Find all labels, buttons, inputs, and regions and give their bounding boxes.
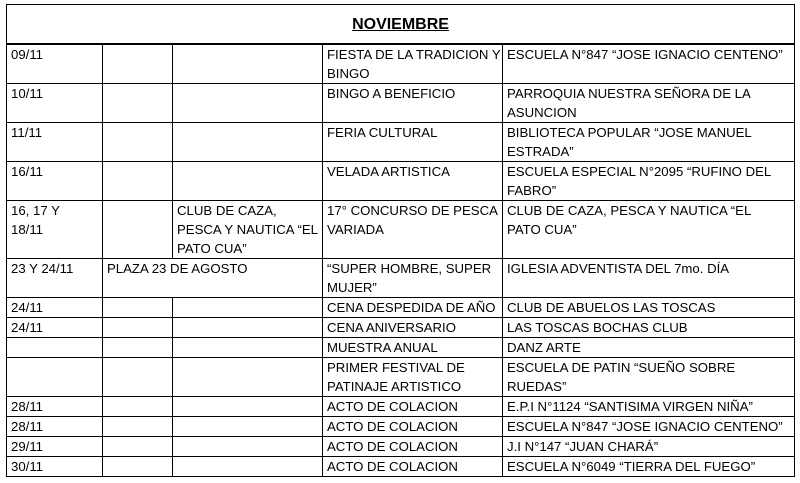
organizer-cell-line: ESCUELA ESPECIAL N°2095 “RUFINO DEL: [507, 164, 772, 179]
date-cell: 09/11: [7, 44, 103, 84]
organizer-cell-line: ESCUELA N°847 “JOSE IGNACIO CENTENO”: [507, 419, 783, 434]
place-cell-line: PESCA Y NAUTICA “EL: [177, 222, 318, 237]
empty-cell: [103, 201, 173, 259]
organizer-cell-line: E.P.I N°1124 “SANTISIMA VIRGEN NIÑA”: [507, 399, 753, 414]
event-cell-line: BINGO A BENEFICIO: [327, 86, 456, 101]
event-cell: [323, 397, 503, 417]
date-cell: 10/11: [7, 84, 103, 123]
table-row: [7, 259, 795, 298]
place-cell: [173, 318, 323, 338]
table-body: [7, 44, 795, 477]
organizer-cell-line: ASUNCION: [507, 105, 577, 120]
event-cell-line: CENA ANIVERSARIO: [327, 320, 456, 335]
date-cell: 29/11: [7, 437, 103, 457]
place-cell: [173, 84, 323, 123]
empty-cell: [103, 318, 173, 338]
table-row: [7, 298, 795, 318]
organizer-cell-line: RUEDAS”: [507, 379, 567, 394]
event-cell: [323, 338, 503, 358]
organizer-cell-line: ESCUELA N°847 “JOSE IGNACIO CENTENO”: [507, 47, 783, 62]
organizer-cell-line: ESTRADA”: [507, 144, 574, 159]
place-cell: [173, 201, 323, 259]
organizer-cell-line: CLUB DE CAZA, PESCA Y NAUTICA “EL: [507, 203, 752, 218]
page-title: NOVIEMBRE: [7, 5, 795, 45]
empty-cell: [103, 358, 173, 397]
organizer-cell: [503, 259, 795, 298]
place-cell: [173, 417, 323, 437]
empty-cell: [103, 162, 173, 201]
organizer-cell: [503, 123, 795, 162]
date-cell: 11/11: [7, 123, 103, 162]
date-cell-line: 16, 17 Y: [11, 203, 60, 218]
event-cell-line: 17° CONCURSO DE PESCA: [327, 203, 498, 218]
date-cell: 28/11: [7, 397, 103, 417]
event-cell-line: FIESTA DE LA TRADICION Y: [327, 47, 501, 62]
table-row: [7, 318, 795, 338]
place-cell: [173, 358, 323, 397]
date-cell: 23 Y 24/11: [7, 259, 103, 298]
event-cell: [323, 358, 503, 397]
event-cell-line: MUJER”: [327, 280, 377, 295]
organizer-cell-line: DANZ ARTE: [507, 340, 581, 355]
place-cell: [173, 44, 323, 84]
event-cell: [323, 44, 503, 84]
organizer-cell: [503, 162, 795, 201]
empty-cell: [103, 397, 173, 417]
organizer-cell-line: ESCUELA DE PATIN “SUEÑO SOBRE: [507, 360, 736, 375]
table-row: [7, 201, 795, 259]
organizer-cell-line: CLUB DE ABUELOS LAS TOSCAS: [507, 300, 716, 315]
table-row: [7, 437, 795, 457]
date-cell: [7, 201, 103, 259]
empty-cell: [103, 437, 173, 457]
event-cell: [323, 437, 503, 457]
event-cell-line: BINGO: [327, 66, 370, 81]
empty-cell: [103, 84, 173, 123]
event-cell-line: FERIA CULTURAL: [327, 125, 438, 140]
event-cell-line: MUESTRA ANUAL: [327, 340, 438, 355]
date-cell-line: 18/11: [11, 222, 44, 237]
table-row: [7, 457, 795, 477]
events-table: [6, 4, 795, 477]
date-cell: 24/11: [7, 298, 103, 318]
place-cell-line: PATO CUA”: [177, 241, 247, 256]
event-cell: [323, 84, 503, 123]
event-cell: [323, 318, 503, 338]
organizer-cell-line: PARROQUIA NUESTRA SEÑORA DE LA: [507, 86, 751, 101]
empty-cell: [103, 338, 173, 358]
place-cell: [173, 298, 323, 318]
table-row: [7, 397, 795, 417]
event-cell-line: ACTO DE COLACION: [327, 459, 458, 474]
date-cell: 28/11: [7, 417, 103, 437]
event-cell: [323, 123, 503, 162]
date-cell: 16/11: [7, 162, 103, 201]
empty-cell: [103, 123, 173, 162]
event-cell: [323, 457, 503, 477]
organizer-cell-line: PATO CUA”: [507, 222, 577, 237]
organizer-cell-line: IGLESIA ADVENTISTA DEL 7mo. DÍA: [507, 261, 730, 276]
event-cell-line: PATINAJE ARTISTICO: [327, 379, 462, 394]
organizer-cell: [503, 397, 795, 417]
organizer-cell: [503, 318, 795, 338]
empty-cell: [103, 417, 173, 437]
place-cell: PLAZA 23 DE AGOSTO: [103, 259, 323, 298]
organizer-cell-line: FABRO”: [507, 183, 557, 198]
table-row: [7, 84, 795, 123]
event-cell-line: “SUPER HOMBRE, SUPER: [327, 261, 492, 276]
table-row: [7, 417, 795, 437]
place-cell: [173, 457, 323, 477]
organizer-cell-line: BIBLIOTECA POPULAR “JOSE MANUEL: [507, 125, 752, 140]
event-cell: [323, 259, 503, 298]
organizer-cell: [503, 84, 795, 123]
place-cell-line: CLUB DE CAZA,: [177, 203, 277, 218]
organizer-cell-line: J.I N°147 “JUAN CHARÁ”: [507, 439, 659, 454]
organizer-cell: [503, 437, 795, 457]
event-cell: [323, 201, 503, 259]
event-cell-line: PRIMER FESTIVAL DE: [327, 360, 465, 375]
table-row: [7, 338, 795, 358]
event-cell-line: CENA DESPEDIDA DE AÑO: [327, 300, 496, 315]
place-cell: [173, 123, 323, 162]
organizer-cell-line: LAS TOSCAS BOCHAS CLUB: [507, 320, 688, 335]
organizer-cell: [503, 338, 795, 358]
event-cell: [323, 298, 503, 318]
organizer-cell: [503, 358, 795, 397]
event-cell: [323, 417, 503, 437]
event-cell: [323, 162, 503, 201]
empty-cell: [103, 298, 173, 318]
organizer-cell: [503, 457, 795, 477]
table-row: [7, 123, 795, 162]
organizer-cell: [503, 417, 795, 437]
place-cell: [173, 338, 323, 358]
organizer-cell: [503, 201, 795, 259]
event-cell-line: VARIADA: [327, 222, 384, 237]
table-row: [7, 162, 795, 201]
place-cell: [173, 397, 323, 417]
date-cell: [7, 358, 103, 397]
place-cell: [173, 162, 323, 201]
organizer-cell: [503, 44, 795, 84]
event-cell-line: ACTO DE COLACION: [327, 419, 458, 434]
empty-cell: [103, 457, 173, 477]
event-cell-line: VELADA ARTISTICA: [327, 164, 450, 179]
table-row: [7, 44, 795, 84]
organizer-cell: [503, 298, 795, 318]
date-cell: [7, 338, 103, 358]
table-row: [7, 358, 795, 397]
schedule-sheet: [6, 4, 795, 477]
date-cell: 30/11: [7, 457, 103, 477]
event-cell-line: ACTO DE COLACION: [327, 439, 458, 454]
place-cell: [173, 437, 323, 457]
event-cell-line: ACTO DE COLACION: [327, 399, 458, 414]
date-cell: 24/11: [7, 318, 103, 338]
organizer-cell-line: ESCUELA N°6049 “TIERRA DEL FUEGO”: [507, 459, 756, 474]
empty-cell: [103, 44, 173, 84]
